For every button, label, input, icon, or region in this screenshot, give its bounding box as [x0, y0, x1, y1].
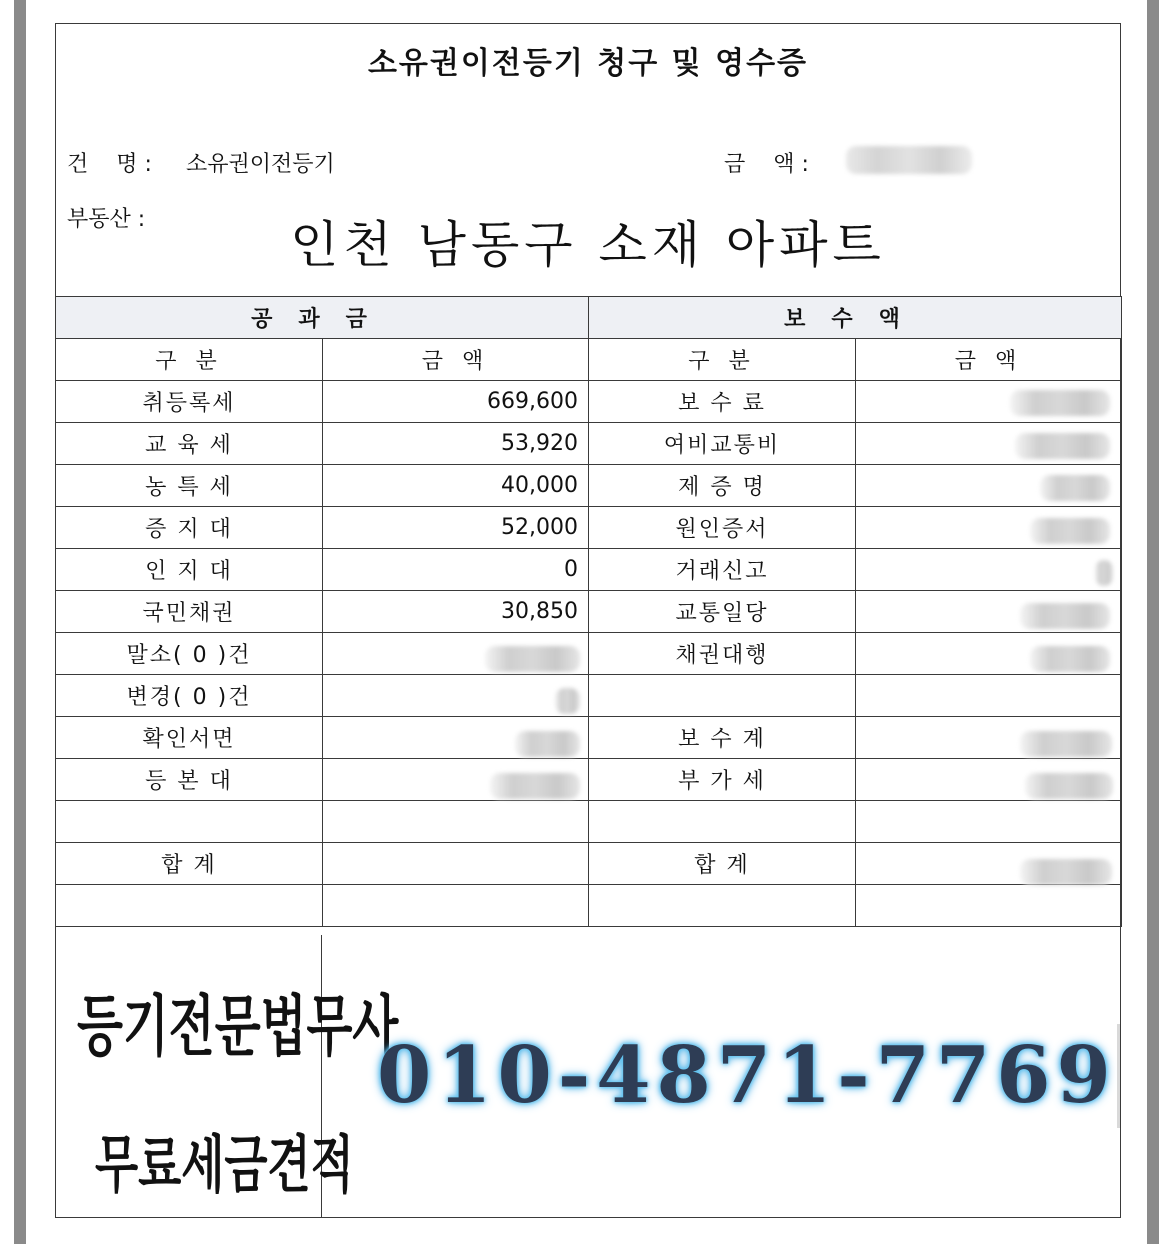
table-row — [56, 675, 1122, 717]
advert-line-2: 무료세금견적 — [95, 1128, 354, 1201]
left-item-amount: 0 — [323, 549, 589, 591]
table-row — [56, 423, 1122, 465]
left-item-label: 합 계 — [56, 843, 323, 885]
right-item-label: 부 가 세 — [589, 759, 856, 801]
amount-redacted — [846, 146, 972, 174]
right-item-label: 채권대행 — [589, 633, 856, 675]
redacted-fee-amount — [1030, 646, 1110, 672]
left-category-header: 구 분 — [56, 339, 323, 381]
redacted-public-fee-amount — [490, 773, 580, 799]
phone-number: 010-4871-7769 — [377, 1030, 1117, 1121]
left-item-label: 등 본 대 — [56, 759, 323, 801]
right-item-label: 여비교통비 — [589, 423, 856, 465]
left-frame-bar — [14, 0, 26, 1244]
right-category-header: 구 분 — [589, 339, 856, 381]
redacted-fee-amount — [1010, 390, 1110, 416]
left-item-label: 변경( 0 )건 — [56, 675, 323, 717]
table-row — [56, 507, 1122, 549]
right-item-label: 보 수 계 — [589, 717, 856, 759]
left-item-amount — [323, 801, 589, 843]
right-item-amount — [856, 675, 1122, 717]
left-item-amount: 52,000 — [323, 507, 589, 549]
right-item-label: 제 증 명 — [589, 465, 856, 507]
table-row — [56, 381, 1122, 423]
left-amount-header: 금 액 — [323, 339, 589, 381]
left-item-label: 인 지 대 — [56, 549, 323, 591]
right-item-label: 거래신고 — [589, 549, 856, 591]
left-item-label: 농 특 세 — [56, 465, 323, 507]
table-row — [56, 801, 1122, 843]
table-row — [56, 591, 1122, 633]
right-item-label: 합 계 — [589, 843, 856, 885]
property-value: 인천 남동구 소재 아파트 — [290, 216, 886, 274]
redacted-public-fee-amount — [515, 731, 580, 757]
right-item-amount — [856, 801, 1122, 843]
right-amount-header: 금 액 — [856, 339, 1122, 381]
left-item-label: 취등록세 — [56, 381, 323, 423]
right-item-label — [589, 885, 856, 927]
left-item-amount: 30,850 — [323, 591, 589, 633]
advert-line-1: 등기전문법무사 — [77, 988, 399, 1065]
column-header-row — [56, 339, 1122, 381]
left-item-label — [56, 885, 323, 927]
advert-area — [55, 935, 1121, 1218]
property-label: 부동산 : — [67, 207, 146, 232]
right-item-amount — [856, 885, 1122, 927]
receipt-table — [55, 296, 1122, 927]
right-item-label — [589, 801, 856, 843]
right-item-label: 교통일당 — [589, 591, 856, 633]
left-item-label: 확인서면 — [56, 717, 323, 759]
left-item-amount — [323, 843, 589, 885]
table-row — [56, 717, 1122, 759]
receipt-title: 소유권이전등기 청구 및 영수증 — [367, 46, 809, 81]
right-item-label — [589, 675, 856, 717]
redacted-public-fee-amount — [555, 688, 580, 714]
left-item-label: 국민채권 — [56, 591, 323, 633]
table-row — [56, 633, 1122, 675]
case-label: 건 명 : — [67, 152, 152, 177]
table-row — [56, 885, 1122, 927]
right-item-amount — [856, 549, 1122, 591]
case-value: 소유권이전등기 — [186, 152, 335, 177]
scan-edge-mark — [1117, 1024, 1120, 1128]
table-row — [56, 549, 1122, 591]
table-row — [56, 843, 1122, 885]
left-item-amount: 40,000 — [323, 465, 589, 507]
right-frame-bar — [1147, 0, 1159, 1244]
redacted-fee-amount — [1015, 433, 1110, 459]
fees-header: 보수액 — [589, 297, 1122, 339]
redacted-fee-amount — [1020, 859, 1112, 885]
left-item-label: 말소( 0 )건 — [56, 633, 323, 675]
redacted-fee-amount — [1020, 731, 1112, 757]
public-fees-header: 공과금 — [56, 297, 589, 339]
amount-label: 금 액 : — [724, 152, 809, 177]
redacted-fee-amount — [1095, 560, 1113, 586]
section-header-row — [56, 297, 1122, 339]
left-item-amount — [323, 885, 589, 927]
left-item-label — [56, 801, 323, 843]
left-item-amount — [323, 675, 589, 717]
redacted-fee-amount — [1025, 773, 1113, 799]
redacted-fee-amount — [1020, 603, 1110, 629]
redacted-public-fee-amount — [485, 646, 580, 672]
table-row — [56, 759, 1122, 801]
right-item-label: 보 수 료 — [589, 381, 856, 423]
left-item-amount: 53,920 — [323, 423, 589, 465]
redacted-fee-amount — [1040, 475, 1110, 501]
left-item-label: 증 지 대 — [56, 507, 323, 549]
left-item-amount: 669,600 — [323, 381, 589, 423]
right-item-label: 원인증서 — [589, 507, 856, 549]
table-row — [56, 465, 1122, 507]
redacted-fee-amount — [1030, 518, 1110, 544]
left-item-label: 교 육 세 — [56, 423, 323, 465]
